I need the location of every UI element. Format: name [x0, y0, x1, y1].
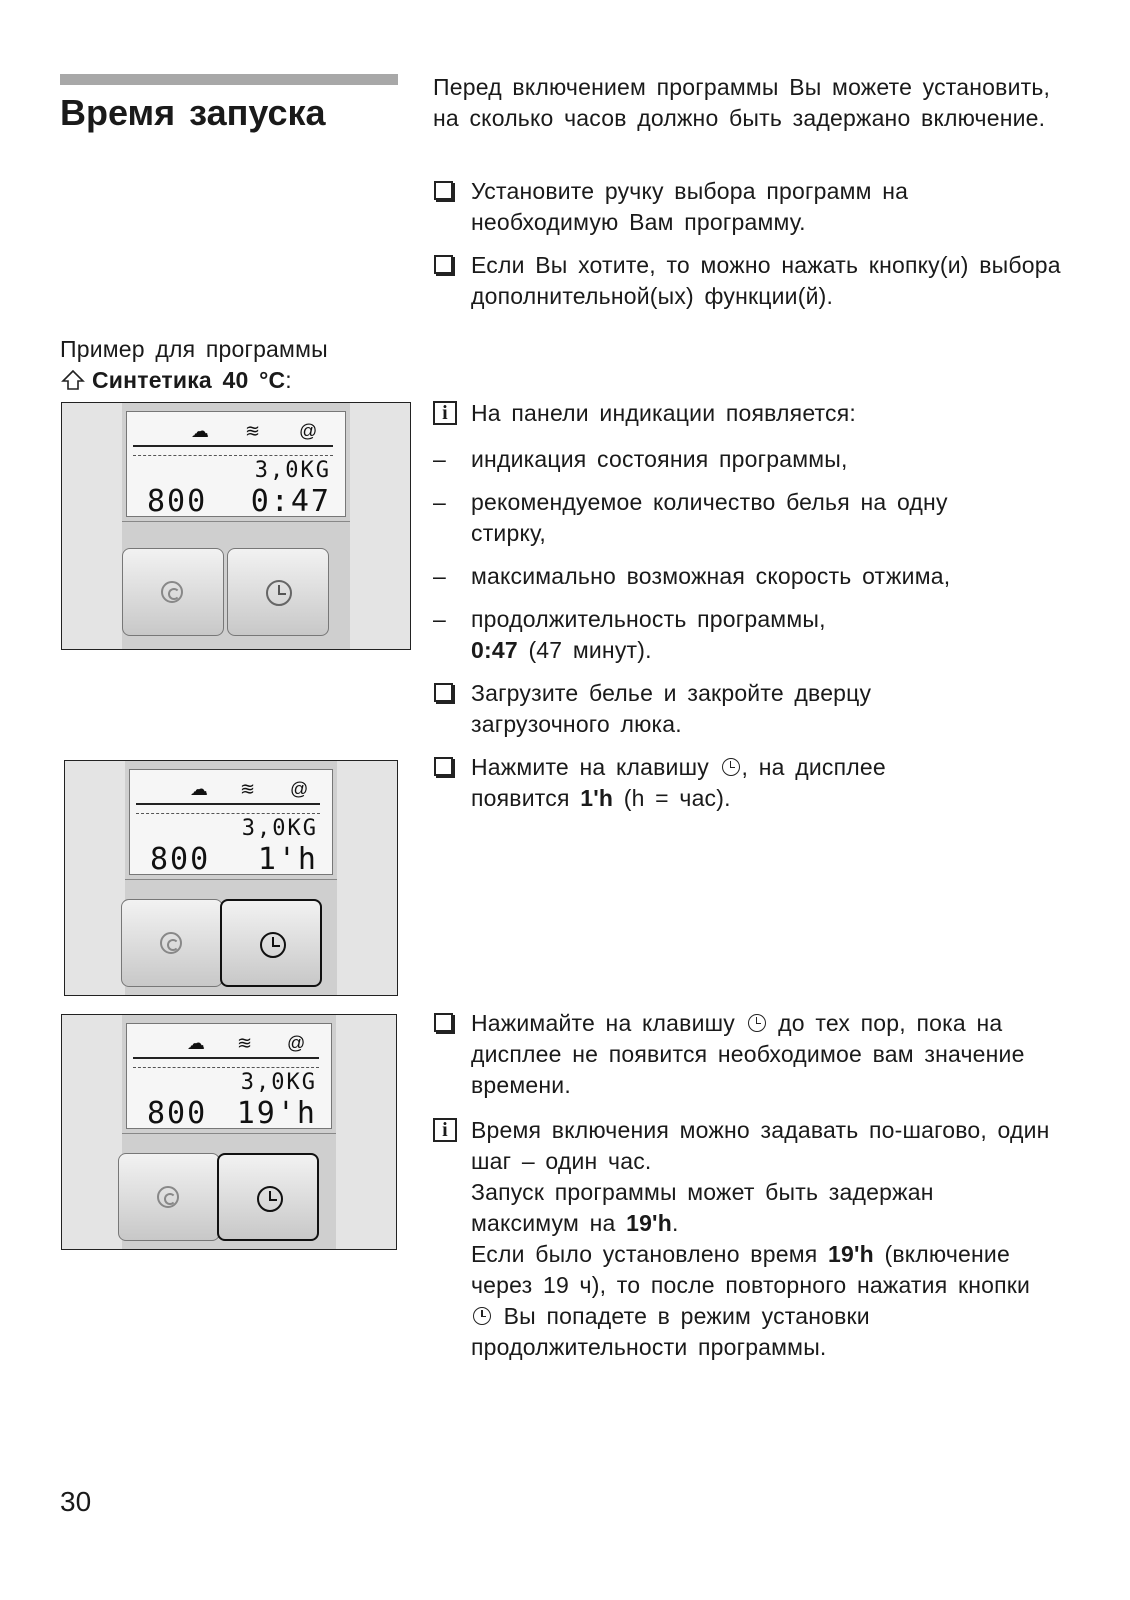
wash-icon: ☁ — [187, 1033, 205, 1053]
wash-icon: ☁ — [190, 779, 208, 799]
list-item: – продолжительность программы, 0:47 (47 минут). — [433, 606, 826, 663]
timer-button[interactable] — [217, 1153, 319, 1241]
rinse-icon: ≋ — [240, 779, 256, 799]
rinse-icon: ≋ — [237, 1033, 253, 1053]
checkbox-bullet-icon — [434, 757, 453, 776]
rinse-icon: ≋ — [245, 421, 261, 441]
spin-speed: 800 — [147, 1096, 208, 1131]
checkbox-bullet-icon — [434, 1013, 453, 1032]
checkbox-bullet-icon — [434, 255, 453, 274]
page-number: 30 — [60, 1486, 92, 1517]
synthetics-program-icon — [60, 368, 86, 390]
list-item: – максимально возможная скорость отжима, — [433, 563, 951, 589]
checkbox-bullet-icon — [434, 181, 453, 200]
spin-speed: 800 — [147, 484, 208, 519]
load-weight: 3,0KG — [241, 816, 318, 841]
load-weight: 3,0KG — [240, 1070, 317, 1095]
step-load-laundry: Загрузите белье и закройте дверцу загрузочного люка. — [471, 678, 951, 740]
timer-button[interactable] — [227, 548, 329, 636]
heading-rule — [60, 74, 398, 85]
lcd-display — [126, 1023, 332, 1129]
spin-button[interactable] — [122, 548, 224, 636]
info-delay-details: i Время включения можно задавать по-шагово, один шаг – один час. Запуск программы может быть задержан максимум на 19'h. Если было установлено время 19'h (включение через 19 ч), то после повторного нажатия кнопки Вы попадете в режим установки продолжительности программы. — [471, 1115, 1051, 1363]
load-weight: 3,0KG — [254, 458, 331, 483]
step-extra-functions: Если Вы хотите, то можно нажать кнопку(и) выбора дополнительной(ых) функции(й). — [471, 250, 1061, 312]
spin-icon — [160, 932, 182, 954]
control-panel-1 — [61, 402, 411, 650]
spin-icon — [161, 581, 183, 603]
step-select-program: Установите ручку выбора программ на необходимую Вам программу. — [471, 176, 1051, 238]
info-icon: i — [433, 401, 457, 425]
spin-button[interactable] — [118, 1153, 220, 1241]
info-icon: i — [433, 1118, 457, 1142]
clock-icon — [722, 758, 740, 776]
control-panel-3 — [61, 1014, 397, 1250]
spin-icon: @ — [299, 421, 318, 441]
clock-icon — [257, 1186, 283, 1212]
clock-icon — [473, 1307, 491, 1325]
step-hold-timer: Нажимайте на клавишу до тех пор, пока на дисплее не появится необходимое вам значение времени. — [471, 1008, 1051, 1101]
spin-icon: @ — [287, 1033, 306, 1053]
time-display: 0:47 — [250, 484, 331, 519]
timer-button[interactable] — [220, 899, 322, 987]
wash-icon: ☁ — [191, 421, 209, 441]
spin-button[interactable] — [121, 899, 223, 987]
spin-icon: @ — [290, 779, 309, 799]
control-panel-2 — [64, 760, 398, 996]
page-title: Время запуска — [60, 92, 326, 133]
clock-icon — [748, 1014, 766, 1032]
spin-speed: 800 — [150, 842, 211, 877]
spin-icon — [157, 1186, 179, 1208]
checkbox-bullet-icon — [434, 683, 453, 702]
time-display: 19'h — [236, 1096, 317, 1131]
lcd-display — [126, 411, 346, 517]
info-display-intro: i На панели индикации появляется: — [471, 398, 1031, 429]
program-progress-bar — [133, 445, 333, 456]
program-progress-bar — [136, 803, 320, 814]
intro-text: Перед включением программы Вы можете установить, на сколько часов должно быть задержано включение. — [433, 74, 1051, 131]
lcd-display — [129, 769, 333, 875]
program-progress-bar — [133, 1057, 319, 1068]
clock-icon — [266, 580, 292, 606]
clock-icon — [260, 932, 286, 958]
list-item: – индикация состояния программы, — [433, 446, 848, 472]
list-item: – рекомендуемое количество белья на одну стирку, — [433, 489, 948, 546]
example-caption: Пример для программы Синтетика 40 °C: — [60, 336, 328, 393]
step-press-timer: Нажмите на клавишу , на дисплее появится 1'h (h = час). — [471, 752, 961, 814]
time-display: 1'h — [257, 842, 318, 877]
